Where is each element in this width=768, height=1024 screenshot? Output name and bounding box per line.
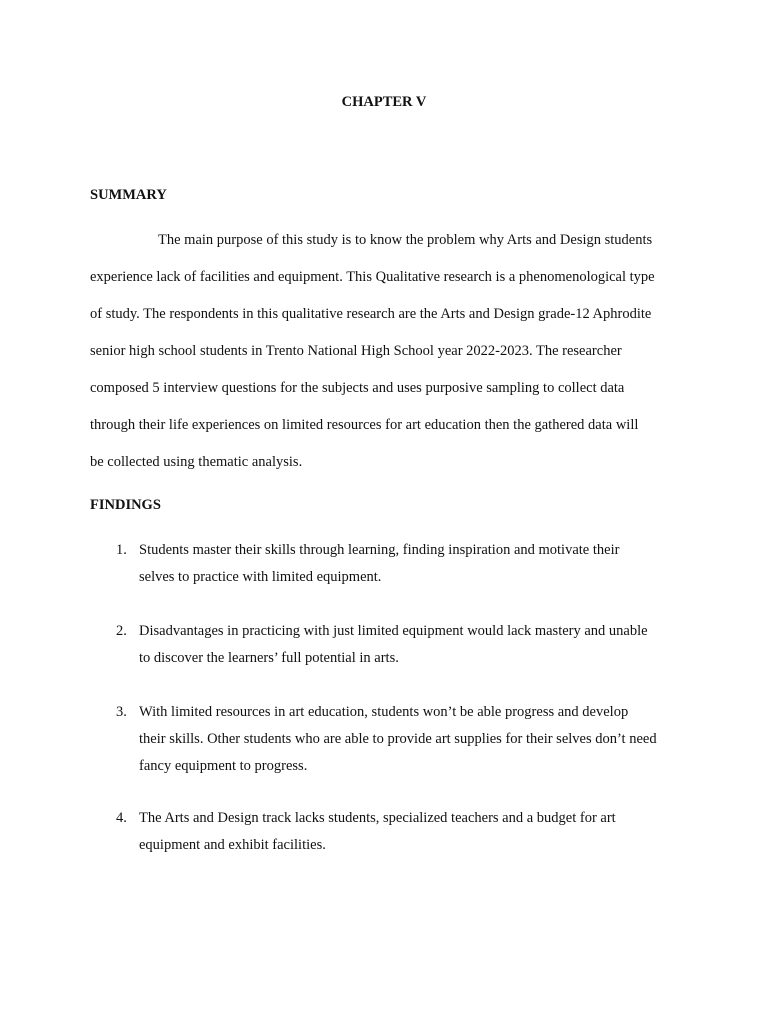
finding-text — [139, 805, 699, 859]
finding-number: 3. — [116, 704, 127, 720]
summary-heading: SUMMARY — [90, 187, 167, 203]
finding-number: 4. — [116, 810, 127, 826]
finding-line: Disadvantages in practicing with just limited equipment would lack mastery and unable — [139, 623, 648, 639]
summary-line: senior high school students in Trento National High School year 2022-2023. The researcher — [90, 343, 622, 359]
summary-line: be collected using thematic analysis. — [90, 454, 303, 470]
finding-line: The Arts and Design track lacks students, specialized teachers and a budget for art — [139, 810, 616, 826]
finding-text — [139, 699, 699, 780]
finding-number: 2. — [116, 623, 127, 639]
finding-text — [139, 618, 699, 672]
finding-number: 1. — [116, 542, 127, 558]
finding-text — [139, 537, 699, 591]
finding-line: fancy equipment to progress. — [139, 758, 308, 774]
summary-paragraph — [90, 222, 690, 481]
finding-line: selves to practice with limited equipment. — [139, 569, 382, 585]
finding-line: With limited resources in art education, students won’t be able progress and develop — [139, 704, 629, 720]
summary-line: through their life experiences on limited resources for art education then the gathered data will — [90, 417, 639, 433]
summary-line: The main purpose of this study is to know the problem why Arts and Design students — [158, 232, 653, 248]
summary-line: composed 5 interview questions for the subjects and uses purposive sampling to collect data — [90, 380, 625, 396]
findings-heading: FINDINGS — [90, 497, 161, 513]
chapter-title: CHAPTER V — [341, 94, 427, 110]
finding-line: equipment and exhibit facilities. — [139, 837, 326, 853]
summary-line: experience lack of facilities and equipment. This Qualitative research is a phenomenological type — [90, 269, 655, 285]
finding-line: Students master their skills through learning, finding inspiration and motivate their — [139, 542, 620, 558]
summary-line: of study. The respondents in this qualitative research are the Arts and Design grade-12 Aphrodite — [90, 306, 652, 322]
finding-line: to discover the learners’ full potential in arts. — [139, 650, 399, 666]
finding-line: their skills. Other students who are able to provide art supplies for their selves don’t need — [139, 731, 657, 747]
